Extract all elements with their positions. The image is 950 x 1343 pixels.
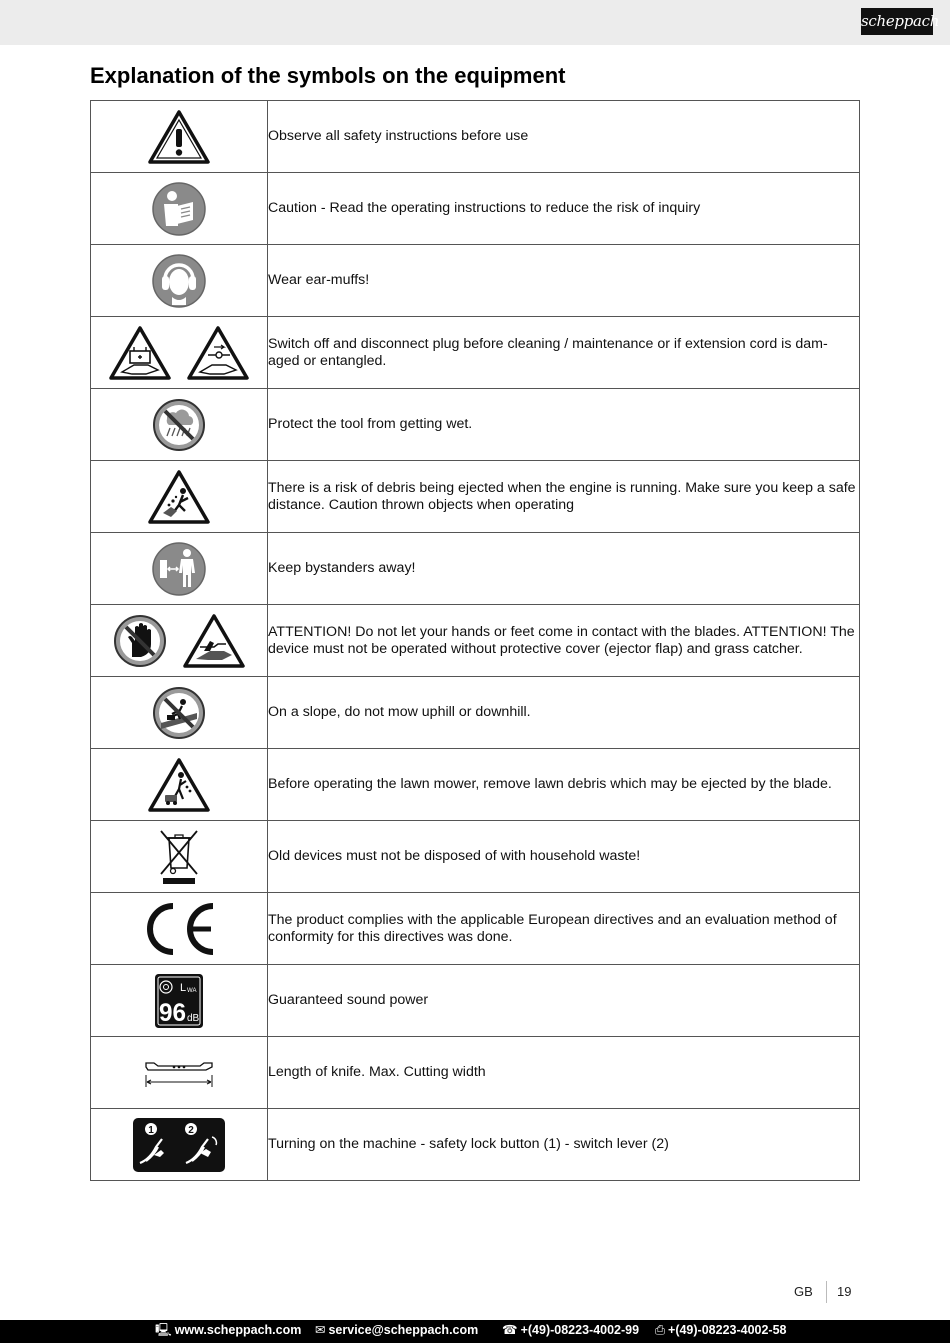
table-row bbox=[91, 749, 860, 821]
contact-footer bbox=[0, 1320, 950, 1343]
thrown-objects-icon bbox=[147, 469, 211, 525]
knife-length-icon bbox=[142, 1055, 216, 1091]
ear-muffs-icon bbox=[151, 253, 207, 309]
symbol-description: Wear ear-muffs! bbox=[268, 245, 860, 317]
symbol-description: Caution - Read the operating instructions to reduce the risk of inquiry bbox=[268, 173, 860, 245]
sound-power-subscript: WA bbox=[187, 987, 197, 994]
brand-logo: scheppach bbox=[861, 8, 933, 35]
table-row bbox=[91, 317, 860, 389]
table-row bbox=[91, 389, 860, 461]
computer-icon: 🖳 bbox=[155, 1323, 172, 1337]
table-row bbox=[91, 677, 860, 749]
sound-power-icon bbox=[154, 973, 204, 1029]
hands-blades-icon bbox=[91, 613, 267, 669]
symbol-description: Protect the tool from getting wet. bbox=[268, 389, 860, 461]
symbol-description: The product complies with the applicable European directives and an evaluation method of conformity for this directives was done. bbox=[268, 893, 860, 965]
symbol-description: Old devices must not be disposed of with household waste! bbox=[268, 821, 860, 893]
symbol-description: Turning on the machine - safety lock button (1) - switch lever (2) bbox=[268, 1109, 860, 1181]
table-row bbox=[91, 893, 860, 965]
symbol-description: ATTENTION! Do not let your hands or feet come in contact with the blades. ATTENTION! The device must not be operated without protective cover (ejector flap) and grass catcher. bbox=[268, 605, 860, 677]
no-rain-icon bbox=[151, 397, 207, 453]
weee-bin-icon bbox=[157, 828, 201, 886]
symbol-description: Before operating the lawn mower, remove lawn debris which may be ejected by the blade. bbox=[268, 749, 860, 821]
warning-exclamation-icon bbox=[147, 109, 211, 165]
page-number-separator bbox=[826, 1281, 827, 1303]
phone-icon: ☎ bbox=[502, 1323, 518, 1337]
symbol-description: Observe all safety instructions before use bbox=[268, 101, 860, 173]
symbols-table bbox=[90, 100, 860, 1181]
disconnect-plug-icon bbox=[91, 325, 267, 381]
step-one-label: 1 bbox=[148, 1124, 154, 1136]
page-number: 19 bbox=[837, 1284, 852, 1299]
table-row bbox=[91, 245, 860, 317]
read-manual-icon bbox=[151, 181, 207, 237]
ce-mark-icon bbox=[139, 900, 219, 958]
table-row bbox=[91, 821, 860, 893]
symbol-description: Keep bystanders away! bbox=[268, 533, 860, 605]
page-title: Explanation of the symbols on the equipment bbox=[90, 63, 566, 88]
step-two-label: 2 bbox=[188, 1124, 194, 1136]
symbol-description: Guaranteed sound power bbox=[268, 965, 860, 1037]
symbol-description: Switch off and disconnect plug before cleaning / maintenance or if extension cord is dam-aged or entangled. bbox=[268, 317, 860, 389]
sound-power-label: L bbox=[180, 981, 187, 994]
top-header-bar bbox=[0, 0, 950, 45]
symbol-description: There is a risk of debris being ejected when the engine is running. Make sure you keep a safe distance. Caution thrown objects when operating bbox=[268, 461, 860, 533]
maintenance-unplug-icon bbox=[108, 325, 172, 381]
footer-website[interactable]: 🖳 www.scheppach.com bbox=[155, 1323, 302, 1337]
footer-phone: ☎ +(49)-08223-4002-99 bbox=[502, 1323, 640, 1337]
footer-email[interactable]: ✉ service@scheppach.com bbox=[315, 1323, 479, 1337]
blade-warning-icon bbox=[182, 613, 246, 669]
mail-icon: ✉ bbox=[315, 1323, 326, 1337]
table-row bbox=[91, 1037, 860, 1109]
sound-power-value: 96 bbox=[159, 998, 186, 1027]
symbol-description: On a slope, do not mow uphill or downhill. bbox=[268, 677, 860, 749]
sound-power-unit: dB bbox=[187, 1012, 200, 1024]
table-row bbox=[91, 533, 860, 605]
damaged-cord-icon bbox=[186, 325, 250, 381]
remove-debris-icon bbox=[147, 757, 211, 813]
table-row bbox=[91, 173, 860, 245]
no-slope-mowing-icon bbox=[151, 685, 207, 741]
table-row bbox=[91, 1109, 860, 1181]
table-row bbox=[91, 605, 860, 677]
no-hands-icon bbox=[112, 613, 168, 669]
switch-on-steps-icon bbox=[132, 1117, 226, 1173]
table-row bbox=[91, 101, 860, 173]
table-row bbox=[91, 965, 860, 1037]
table-row bbox=[91, 461, 860, 533]
symbol-description: Length of knife. Max. Cutting width bbox=[268, 1037, 860, 1109]
fax-icon: ⎙ bbox=[655, 1323, 666, 1337]
page-language: GB bbox=[794, 1284, 813, 1299]
bystanders-away-icon bbox=[151, 541, 207, 597]
footer-fax: ⎙ +(49)-08223-4002-58 bbox=[655, 1323, 787, 1337]
